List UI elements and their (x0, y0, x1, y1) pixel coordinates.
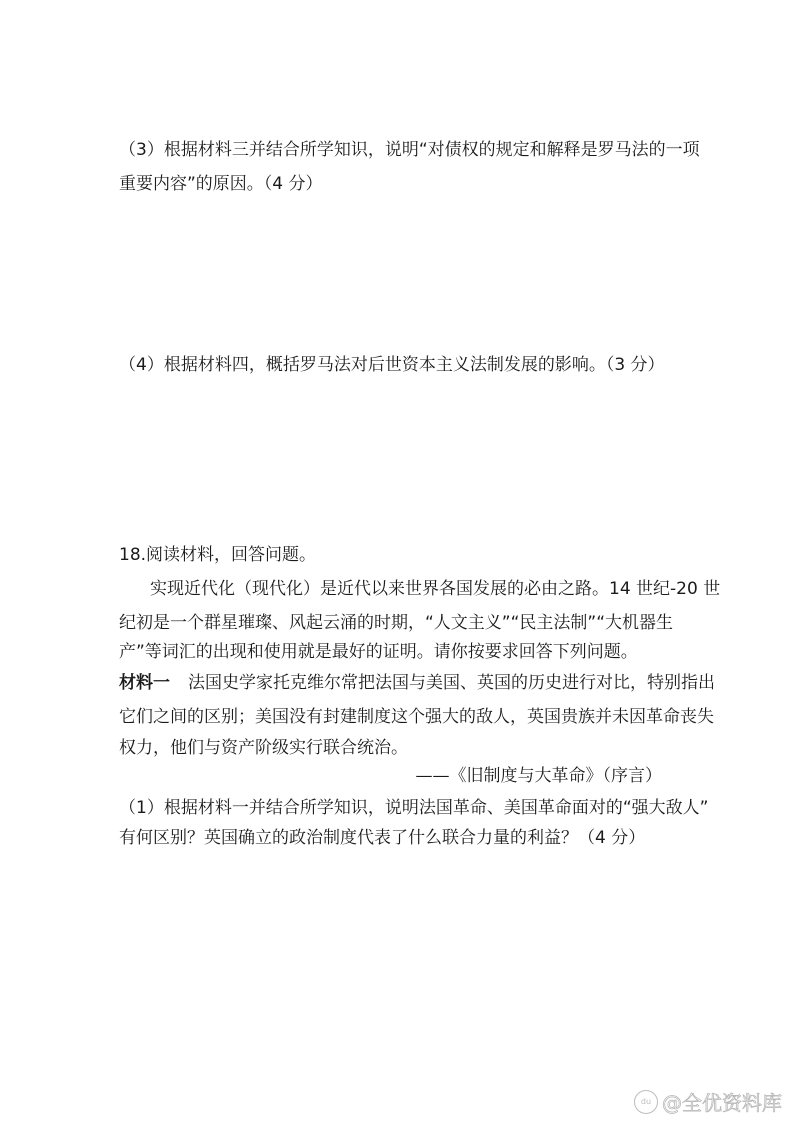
material-1-line1 (119, 671, 715, 695)
question-18-1-line2: 有何区别？英国确立的政治制度代表了什么联合力量的利益？（4 分） (119, 828, 646, 848)
question-17-3-line2: 重要内容”的原因。（4 分） (119, 174, 323, 194)
question-17-3-line1: （3）根据材料三并结合所学知识，说明“对债权的规定和解释是罗马法的一项 (119, 140, 700, 160)
question-18-intro-line3: 产”等词汇的出现和使用就是最好的证明。请你按要求回答下列问题。 (119, 642, 638, 662)
question-18-intro-line2: 纪初是一个群星璀璨、风起云涌的时期，“人文主义”“民主法制”“大机器生 (119, 613, 674, 633)
question-18-1-line1: （1）根据材料一并结合所学知识，说明法国革命、美国革命面对的“强大敌人” (119, 798, 709, 818)
material-1-source: ——《旧制度与大革命》（序言） (415, 766, 662, 786)
watermark (634, 1087, 782, 1116)
material-1-label: 材料一 (119, 673, 170, 693)
material-1-line3: 权力，他们与资产阶级实行联合统治。 (119, 738, 408, 758)
material-1-line2: 它们之间的区别；美国没有封建制度这个强大的敌人，英国贵族并未因革命丧失 (119, 707, 714, 727)
question-18-title: 18.阅读材料，回答问题。 (119, 545, 317, 565)
question-17-4: （4）根据材料四，概括罗马法对后世资本主义法制发展的影响。（3 分） (119, 355, 665, 375)
material-1-text: 法国史学家托克维尔常把法国与美国、英国的历史进行对比，特别指出 (188, 673, 715, 693)
watermark-text: @全优资料库 (662, 1091, 782, 1115)
question-18-intro-line1: 实现近代化（现代化）是近代以来世界各国发展的必由之路。14 世纪-20 世 (150, 579, 721, 599)
baidu-paw-icon: du (634, 1090, 658, 1114)
